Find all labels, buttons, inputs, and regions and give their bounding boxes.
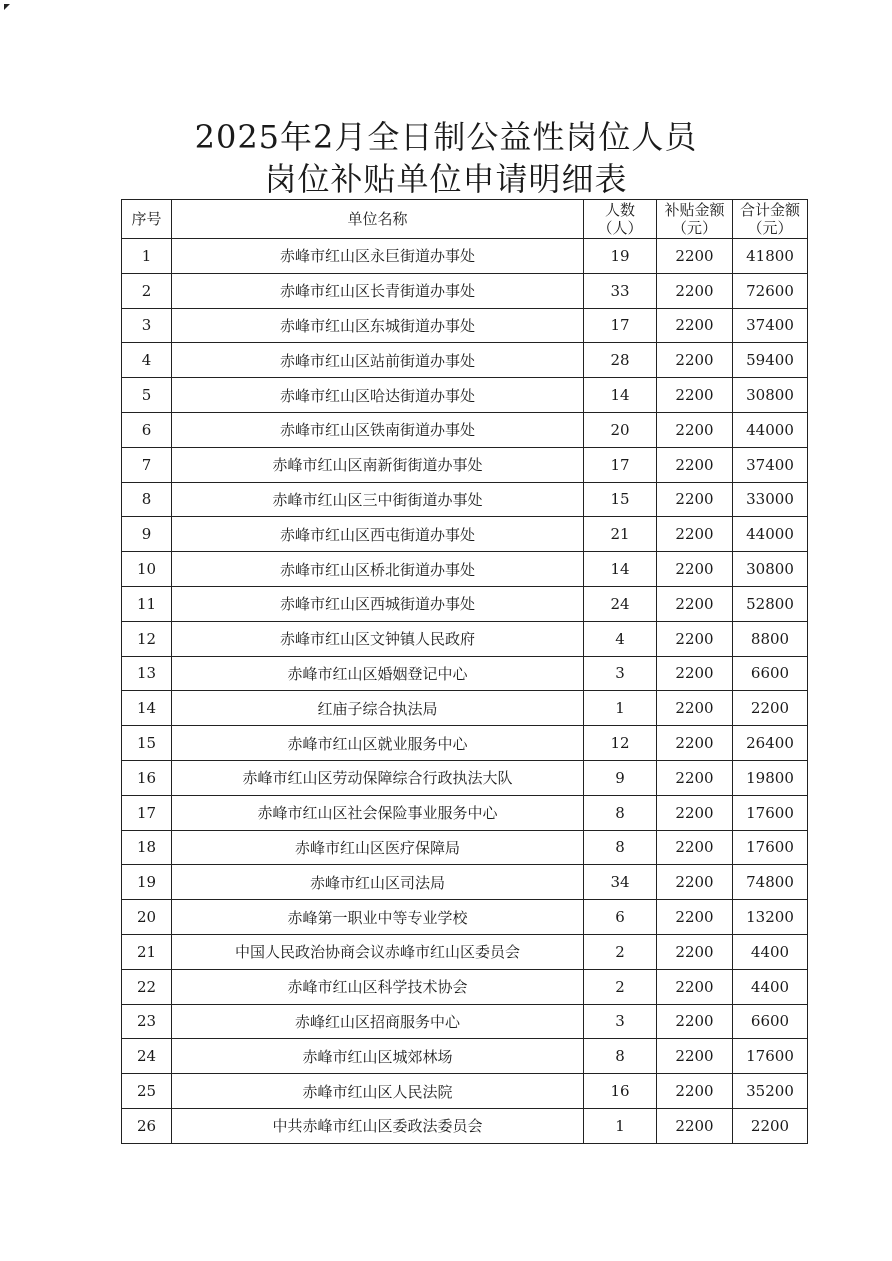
- row-number: 6: [122, 412, 172, 447]
- total-amount: 74800: [733, 865, 808, 900]
- subsidy-amount: 2200: [657, 412, 733, 447]
- total-amount: 37400: [733, 447, 808, 482]
- header-count: [584, 200, 657, 239]
- row-number: 7: [122, 447, 172, 482]
- row-number: 22: [122, 969, 172, 1004]
- subsidy-amount: 2200: [657, 482, 733, 517]
- unit-name: 中国人民政治协商会议赤峰市红山区委员会: [172, 934, 584, 969]
- row-number: 20: [122, 900, 172, 935]
- unit-name: 赤峰市红山区劳动保障综合行政执法大队: [172, 760, 584, 795]
- row-number: 2: [122, 273, 172, 308]
- person-count: 2: [584, 969, 657, 1004]
- person-count: 4: [584, 621, 657, 656]
- total-amount: 4400: [733, 934, 808, 969]
- total-amount: 17600: [733, 795, 808, 830]
- header-total: [733, 200, 808, 239]
- total-amount: 30800: [733, 378, 808, 413]
- header-subsidy-label: 补贴金额: [664, 201, 725, 219]
- subsidy-amount: 2200: [657, 1108, 733, 1143]
- total-amount: 72600: [733, 273, 808, 308]
- person-count: 21: [584, 517, 657, 552]
- total-amount: 59400: [733, 343, 808, 378]
- row-number: 24: [122, 1039, 172, 1074]
- total-amount: 2200: [733, 691, 808, 726]
- table-row: [122, 726, 808, 761]
- table-row: [122, 586, 808, 621]
- unit-name: 赤峰市红山区人民法院: [172, 1074, 584, 1109]
- person-count: 16: [584, 1074, 657, 1109]
- header-total-unit: （元）: [747, 219, 793, 237]
- row-number: 12: [122, 621, 172, 656]
- row-number: 4: [122, 343, 172, 378]
- total-amount: 6600: [733, 656, 808, 691]
- subsidy-amount: 2200: [657, 1039, 733, 1074]
- total-amount: 19800: [733, 760, 808, 795]
- table-row: [122, 691, 808, 726]
- document-title: [0, 116, 892, 200]
- person-count: 1: [584, 691, 657, 726]
- total-amount: 17600: [733, 830, 808, 865]
- person-count: 8: [584, 830, 657, 865]
- subsidy-amount: 2200: [657, 273, 733, 308]
- total-amount: 37400: [733, 308, 808, 343]
- header-no: 序号: [122, 200, 172, 239]
- subsidy-amount: 2200: [657, 621, 733, 656]
- total-amount: 35200: [733, 1074, 808, 1109]
- table-row: [122, 273, 808, 308]
- row-number: 3: [122, 308, 172, 343]
- subsidy-amount: 2200: [657, 586, 733, 621]
- table-row: [122, 1004, 808, 1039]
- person-count: 34: [584, 865, 657, 900]
- table-row: [122, 1108, 808, 1143]
- person-count: 24: [584, 586, 657, 621]
- total-amount: 33000: [733, 482, 808, 517]
- unit-name: 赤峰市红山区南新街街道办事处: [172, 447, 584, 482]
- unit-name: 中共赤峰市红山区委政法委员会: [172, 1108, 584, 1143]
- unit-name: 赤峰市红山区铁南街道办事处: [172, 412, 584, 447]
- row-number: 25: [122, 1074, 172, 1109]
- subsidy-amount: 2200: [657, 760, 733, 795]
- subsidy-amount: 2200: [657, 691, 733, 726]
- unit-name: 赤峰第一职业中等专业学校: [172, 900, 584, 935]
- row-number: 11: [122, 586, 172, 621]
- person-count: 19: [584, 239, 657, 274]
- unit-name: 赤峰市红山区婚姻登记中心: [172, 656, 584, 691]
- subsidy-amount: 2200: [657, 1074, 733, 1109]
- subsidy-amount: 2200: [657, 865, 733, 900]
- row-number: 15: [122, 726, 172, 761]
- unit-name: 赤峰市红山区科学技术协会: [172, 969, 584, 1004]
- table-body: [122, 239, 808, 1144]
- subsidy-amount: 2200: [657, 795, 733, 830]
- table-row: [122, 656, 808, 691]
- subsidy-detail-table: [121, 199, 808, 1144]
- total-amount: 41800: [733, 239, 808, 274]
- table-row: [122, 795, 808, 830]
- person-count: 28: [584, 343, 657, 378]
- person-count: 17: [584, 308, 657, 343]
- table-row: [122, 934, 808, 969]
- header-count-label: 人数: [604, 201, 635, 219]
- subsidy-amount: 2200: [657, 900, 733, 935]
- total-amount: 6600: [733, 1004, 808, 1039]
- table-row: [122, 239, 808, 274]
- unit-name: 赤峰市红山区司法局: [172, 865, 584, 900]
- total-amount: 17600: [733, 1039, 808, 1074]
- total-amount: 44000: [733, 517, 808, 552]
- table-row: [122, 969, 808, 1004]
- unit-name: 赤峰市红山区长青街道办事处: [172, 273, 584, 308]
- row-number: 26: [122, 1108, 172, 1143]
- unit-name: 赤峰市红山区哈达街道办事处: [172, 378, 584, 413]
- unit-name: 赤峰红山区招商服务中心: [172, 1004, 584, 1039]
- person-count: 1: [584, 1108, 657, 1143]
- row-number: 14: [122, 691, 172, 726]
- total-amount: 8800: [733, 621, 808, 656]
- unit-name: 赤峰市红山区站前街道办事处: [172, 343, 584, 378]
- unit-name: 赤峰市红山区社会保险事业服务中心: [172, 795, 584, 830]
- table-row: [122, 412, 808, 447]
- subsidy-amount: 2200: [657, 343, 733, 378]
- row-number: 8: [122, 482, 172, 517]
- person-count: 8: [584, 795, 657, 830]
- table-row: [122, 760, 808, 795]
- subsidy-amount: 2200: [657, 447, 733, 482]
- row-number: 10: [122, 552, 172, 587]
- person-count: 20: [584, 412, 657, 447]
- unit-name: 赤峰市红山区城郊林场: [172, 1039, 584, 1074]
- scan-corner-mark: [4, 4, 10, 10]
- table-row: [122, 447, 808, 482]
- row-number: 13: [122, 656, 172, 691]
- person-count: 9: [584, 760, 657, 795]
- title-line-1: 2025年2月全日制公益性岗位人员: [194, 118, 698, 156]
- subsidy-amount: 2200: [657, 308, 733, 343]
- table-row: [122, 621, 808, 656]
- table-row: [122, 1074, 808, 1109]
- person-count: 3: [584, 656, 657, 691]
- person-count: 8: [584, 1039, 657, 1074]
- unit-name: 赤峰市红山区东城街道办事处: [172, 308, 584, 343]
- header-count-unit: （人）: [597, 219, 643, 237]
- subsidy-amount: 2200: [657, 726, 733, 761]
- unit-name: 赤峰市红山区西屯街道办事处: [172, 517, 584, 552]
- subsidy-amount: 2200: [657, 969, 733, 1004]
- title-line-2: 岗位补贴单位申请明细表: [264, 160, 628, 198]
- row-number: 17: [122, 795, 172, 830]
- total-amount: 4400: [733, 969, 808, 1004]
- row-number: 23: [122, 1004, 172, 1039]
- person-count: 3: [584, 1004, 657, 1039]
- subsidy-amount: 2200: [657, 552, 733, 587]
- unit-name: 赤峰市红山区就业服务中心: [172, 726, 584, 761]
- total-amount: 44000: [733, 412, 808, 447]
- table-header: [122, 200, 808, 239]
- person-count: 14: [584, 552, 657, 587]
- person-count: 12: [584, 726, 657, 761]
- total-amount: 52800: [733, 586, 808, 621]
- total-amount: 30800: [733, 552, 808, 587]
- subsidy-amount: 2200: [657, 517, 733, 552]
- subsidy-amount: 2200: [657, 1004, 733, 1039]
- table-row: [122, 482, 808, 517]
- person-count: 15: [584, 482, 657, 517]
- table-row: [122, 830, 808, 865]
- row-number: 1: [122, 239, 172, 274]
- table-row: [122, 552, 808, 587]
- header-row: [122, 200, 808, 239]
- person-count: 14: [584, 378, 657, 413]
- row-number: 16: [122, 760, 172, 795]
- header-subsidy: [657, 200, 733, 239]
- subsidy-amount: 2200: [657, 830, 733, 865]
- table-row: [122, 308, 808, 343]
- row-number: 21: [122, 934, 172, 969]
- subsidy-amount: 2200: [657, 934, 733, 969]
- unit-name: 赤峰市红山区文钟镇人民政府: [172, 621, 584, 656]
- person-count: 6: [584, 900, 657, 935]
- row-number: 9: [122, 517, 172, 552]
- total-amount: 26400: [733, 726, 808, 761]
- total-amount: 2200: [733, 1108, 808, 1143]
- table-row: [122, 865, 808, 900]
- subsidy-amount: 2200: [657, 656, 733, 691]
- unit-name: 赤峰市红山区桥北街道办事处: [172, 552, 584, 587]
- subsidy-amount: 2200: [657, 378, 733, 413]
- table-row: [122, 900, 808, 935]
- row-number: 5: [122, 378, 172, 413]
- header-subsidy-unit: （元）: [671, 219, 717, 237]
- header-total-label: 合计金额: [739, 201, 800, 219]
- unit-name: 赤峰市红山区西城街道办事处: [172, 586, 584, 621]
- unit-name: 赤峰市红山区三中街街道办事处: [172, 482, 584, 517]
- person-count: 17: [584, 447, 657, 482]
- person-count: 2: [584, 934, 657, 969]
- row-number: 19: [122, 865, 172, 900]
- total-amount: 13200: [733, 900, 808, 935]
- unit-name: 红庙子综合执法局: [172, 691, 584, 726]
- unit-name: 赤峰市红山区永巨街道办事处: [172, 239, 584, 274]
- unit-name: 赤峰市红山区医疗保障局: [172, 830, 584, 865]
- table-row: [122, 343, 808, 378]
- table-row: [122, 517, 808, 552]
- row-number: 18: [122, 830, 172, 865]
- person-count: 33: [584, 273, 657, 308]
- header-name: 单位名称: [172, 200, 584, 239]
- table-row: [122, 1039, 808, 1074]
- subsidy-amount: 2200: [657, 239, 733, 274]
- table-row: [122, 378, 808, 413]
